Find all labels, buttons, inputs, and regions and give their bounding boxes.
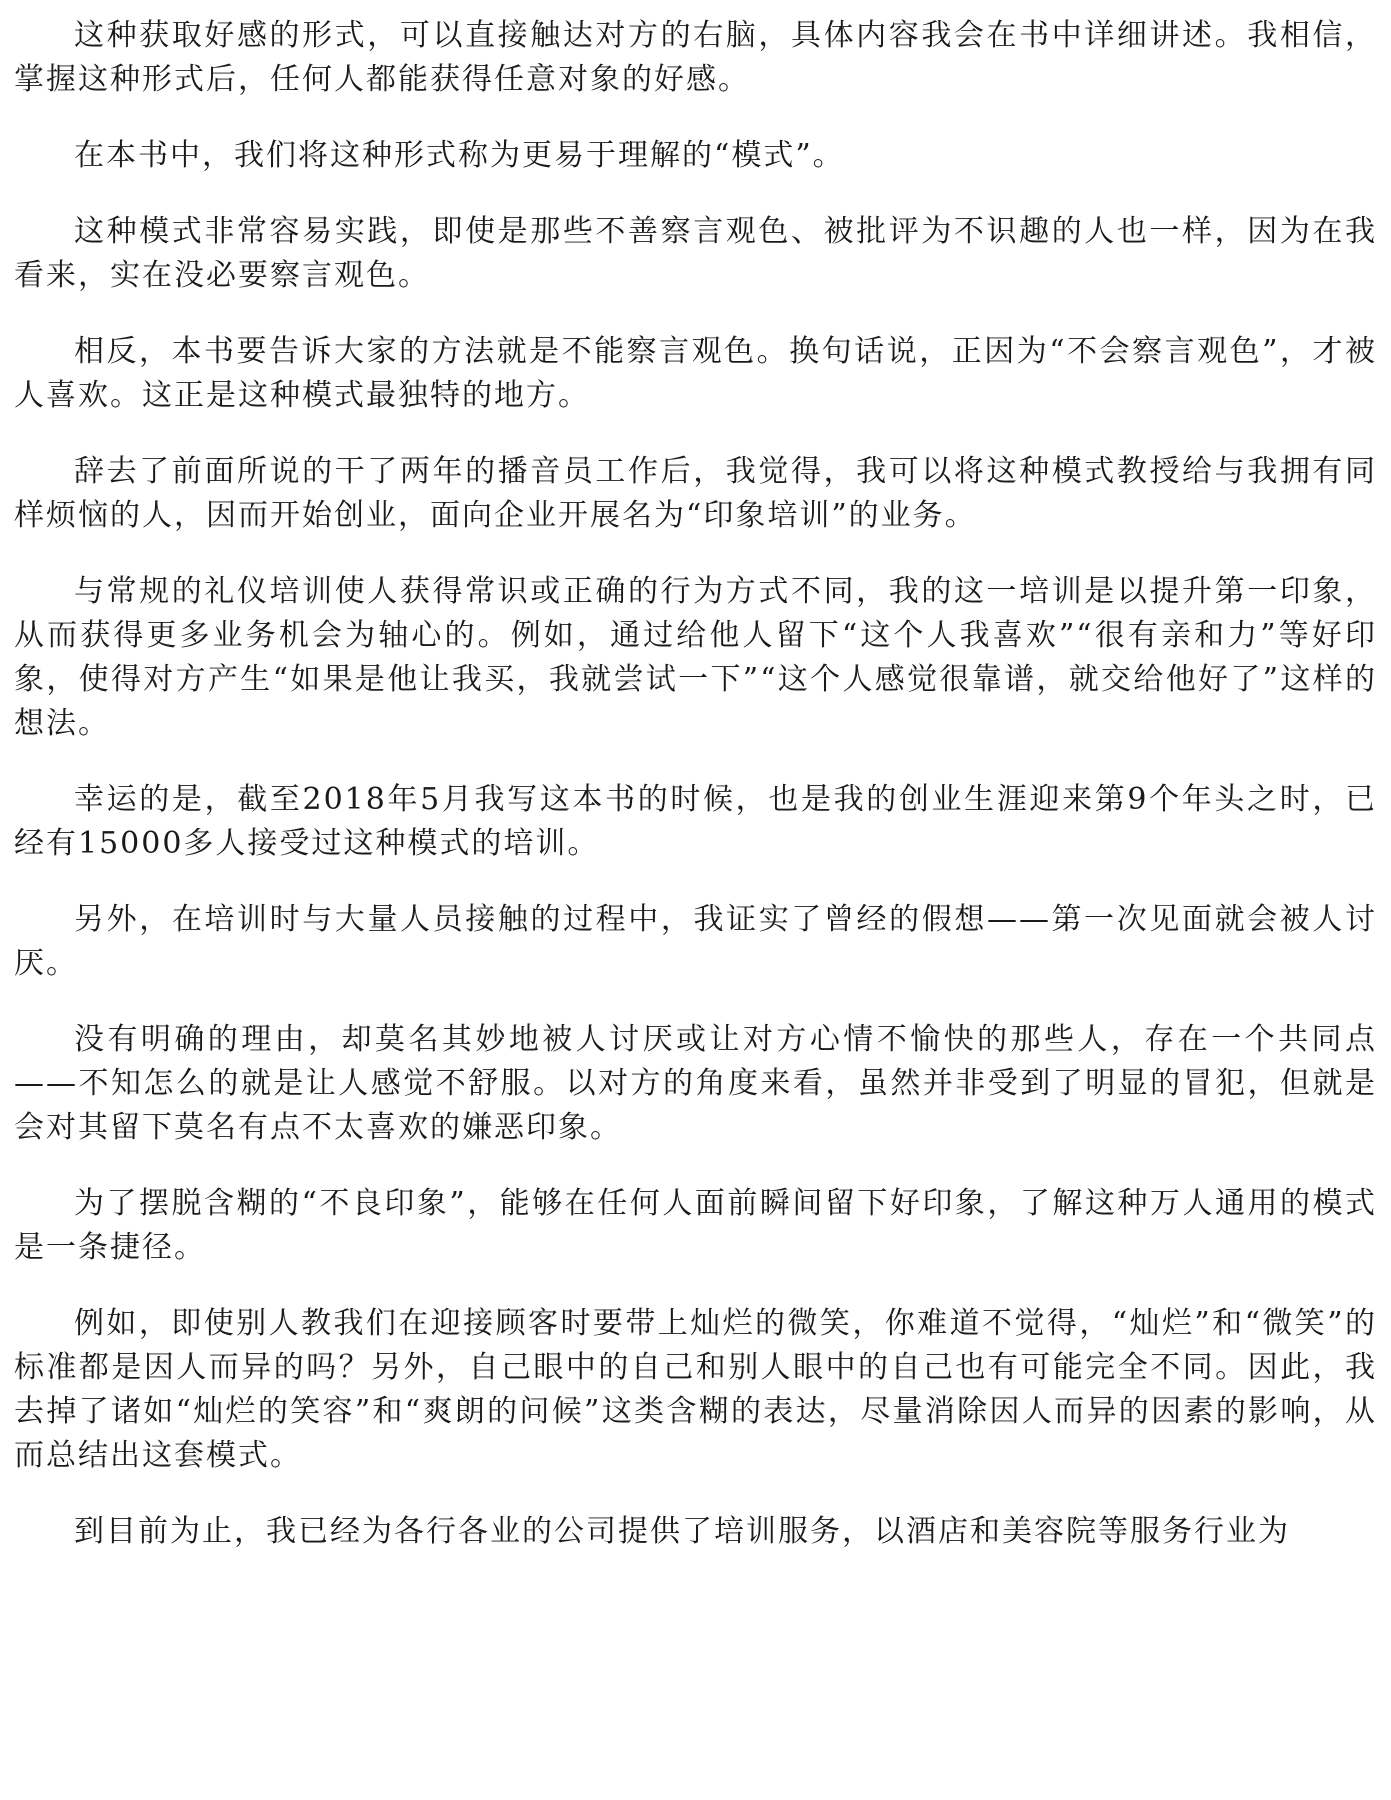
paragraph-4: 相反，本书要告诉大家的方法就是不能察言观色。换句话说，正因为“不会察言观色”，才被人喜欢。这正是这种模式最独特的地方。 bbox=[14, 334, 1377, 413]
paragraph-1: 这种获取好感的形式，可以直接触达对方的右脑，具体内容我会在书中详细讲述。我相信，掌握这种形式后，任何人都能获得任意对象的好感。 bbox=[14, 18, 1377, 97]
paragraph-12: 到目前为止，我已经为各行各业的公司提供了培训服务，以酒店和美容院等服务行业为 bbox=[74, 1514, 1290, 1549]
paragraph-11: 例如，即使别人教我们在迎接顾客时要带上灿烂的微笑，你难道不觉得，“灿烂”和“微笑”的标准都是因人而异的吗？另外，自己眼中的自己和别人眼中的自己也有可能完全不同。因此，我去掉了诸如“灿烂的笑容”和“爽朗的问候”这类含糊的表达，尽量消除因人而异的因素的影响，从而总结出这套模式。 bbox=[14, 1306, 1377, 1473]
paragraph-2: 在本书中，我们将这种形式称为更易于理解的“模式”。 bbox=[74, 138, 845, 173]
paragraph-7: 幸运的是，截至2018年5月我写这本书的时候，也是我的创业生涯迎来第9个年头之时，已经有15000多人接受过这种模式的培训。 bbox=[14, 782, 1377, 861]
paragraph-9: 没有明确的理由，却莫名其妙地被人讨厌或让对方心情不愉快的那些人，存在一个共同点——不知怎么的就是让人感觉不舒服。以对方的角度来看，虽然并非受到了明显的冒犯，但就是会对其留下莫名有点不太喜欢的嫌恶印象。 bbox=[14, 1022, 1377, 1145]
paragraph-6: 与常规的礼仪培训使人获得常识或正确的行为方式不同，我的这一培训是以提升第一印象，从而获得更多业务机会为轴心的。例如，通过给他人留下“这个人我喜欢”“很有亲和力”等好印象，使得对方产生“如果是他让我买，我就尝试一下”“这个人感觉很靠谱，就交给他好了”这样的想法。 bbox=[14, 574, 1377, 741]
paragraph-8: 另外，在培训时与大量人员接触的过程中，我证实了曾经的假想——第一次见面就会被人讨厌。 bbox=[14, 902, 1377, 981]
paragraph-10: 为了摆脱含糊的“不良印象”，能够在任何人面前瞬间留下好印象，了解这种万人通用的模式是一条捷径。 bbox=[14, 1186, 1377, 1265]
paragraph-3: 这种模式非常容易实践，即使是那些不善察言观色、被批评为不识趣的人也一样，因为在我看来，实在没必要察言观色。 bbox=[14, 214, 1377, 293]
paragraph-5: 辞去了前面所说的干了两年的播音员工作后，我觉得，我可以将这种模式教授给与我拥有同样烦恼的人，因而开始创业，面向企业开展名为“印象培训”的业务。 bbox=[14, 454, 1377, 533]
